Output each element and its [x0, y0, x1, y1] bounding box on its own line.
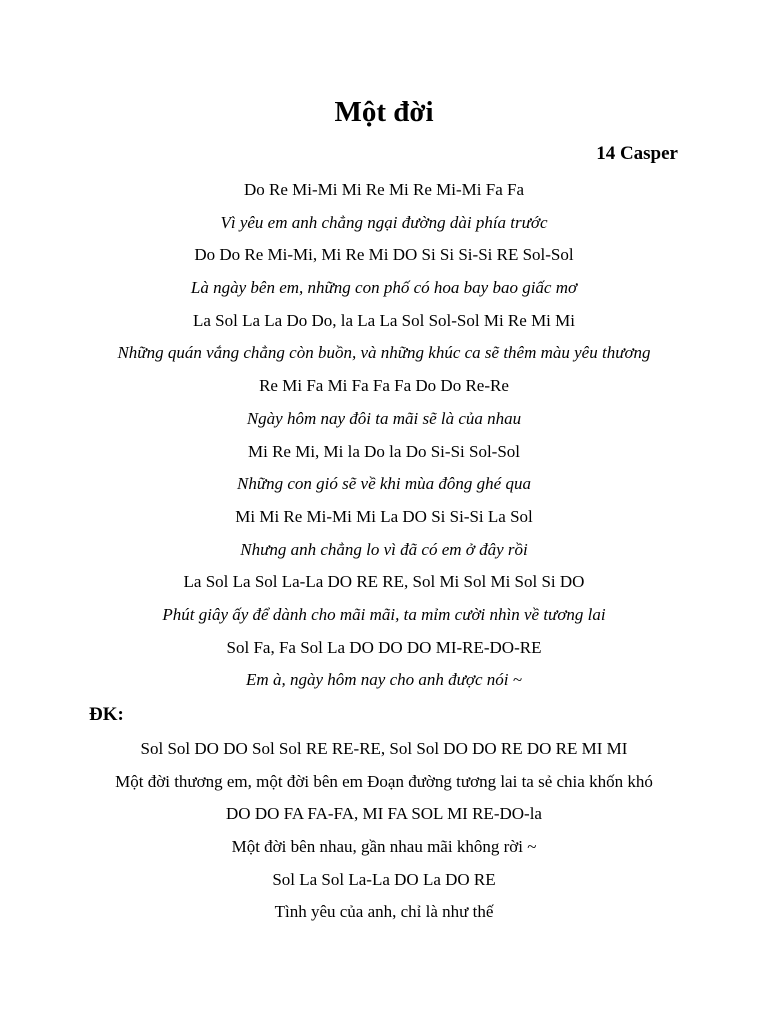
lyric-line: Phút giây ấy để dành cho mãi mãi, ta mỉm cười nhìn về tương lai — [162, 604, 606, 624]
notes-line: DO DO FA FA-FA, MI FA SOL MI RE-DO-la — [226, 804, 542, 824]
lyric-line: Một đời thương em, một đời bên em Đoạn đường tương lai ta sẻ chia khốn khó — [115, 771, 653, 791]
notes-line: La Sol La La Do Do, la La La Sol Sol-Sol Mi Re Mi Mi — [193, 310, 575, 330]
lyric-line: Một đời bên nhau, gần nhau mãi không rời ~ — [231, 837, 537, 857]
notes-line: Sol Fa, Fa Sol La DO DO DO MI-RE-DO-RE — [226, 637, 542, 657]
notes-line: Mi Mi Re Mi-Mi Mi La DO Si Si-Si La Sol — [235, 506, 533, 526]
notes-line: Do Do Re Mi-Mi, Mi Re Mi DO Si Si Si-Si RE Sol-Sol — [194, 245, 574, 265]
lyric-line: Nhưng anh chẳng lo vì đã có em ở đây rồi — [240, 539, 528, 559]
notes-line: Do Re Mi-Mi Mi Re Mi Re Mi-Mi Fa Fa — [243, 180, 525, 199]
chorus-section — [0, 733, 768, 929]
lyric-line: Tình yêu của anh, chỉ là như thế — [274, 902, 494, 922]
notes-line: Mi Re Mi, Mi la Do la Do Si-Si Sol-Sol — [247, 441, 521, 461]
verse-section — [0, 174, 768, 697]
lyric-line: Vì yêu em anh chẳng ngại đường dài phía trước — [220, 212, 548, 232]
chorus-label: ĐK: — [89, 704, 124, 725]
notes-line: Sol Sol DO DO Sol Sol RE RE-RE, Sol Sol DO DO RE DO RE MI MI — [140, 739, 628, 758]
notes-line: Re Mi Fa Mi Fa Fa Fa Do Do Re-Re — [259, 376, 509, 396]
lyric-line: Những con gió sẽ về khi mùa đông ghé qua — [237, 474, 531, 494]
lyric-line: Những quán vắng chẳng còn buồn, và những khúc ca sẽ thêm màu yêu thương — [117, 343, 651, 363]
lyric-line: Là ngày bên em, những con phố có hoa bay bao giấc mơ — [190, 278, 578, 298]
notes-line: La Sol La Sol La-La DO RE RE, Sol Mi Sol Mi Sol Si DO — [183, 572, 585, 592]
song-title: Một đời — [334, 96, 434, 128]
song-author: 14 Casper — [596, 143, 678, 164]
lyric-line: Em à, ngày hôm nay cho anh được nói ~ — [246, 670, 522, 690]
lyric-line: Ngày hôm nay đôi ta mãi sẽ là của nhau — [246, 408, 522, 428]
notes-line: Sol La Sol La-La DO La DO RE — [272, 869, 496, 889]
